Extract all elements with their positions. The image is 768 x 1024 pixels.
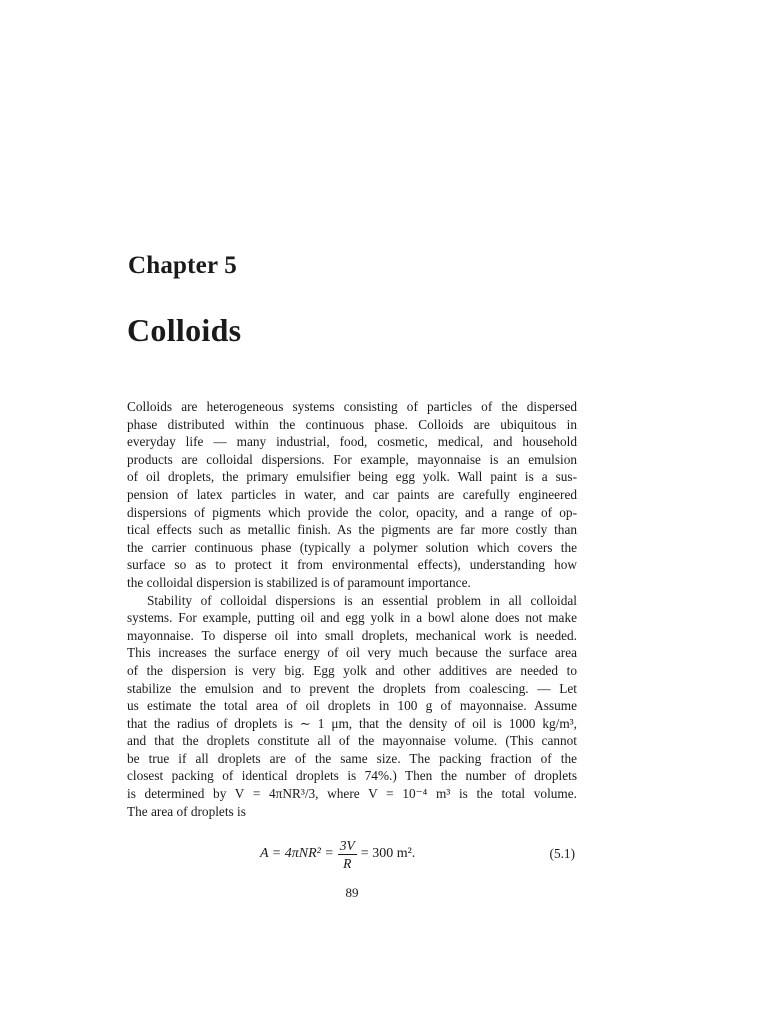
text-line: be true if all droplets are of the same size. The packing fraction of the <box>127 750 577 766</box>
text-line: and that the droplets constitute all of the mayonnaise volume. (This cannot <box>127 733 577 749</box>
equation <box>260 834 415 874</box>
text-line: Colloids are heterogeneous systems consisting of particles of the dispersed <box>127 399 577 414</box>
fraction-denominator: R <box>343 855 352 871</box>
text-line: tical effects such as metallic finish. As the pigments are far more costly than <box>127 522 577 538</box>
text-line: is determined by V = 4πNR³/3, where V = 10⁻⁴ m³ is the total volume. <box>127 786 577 802</box>
text-line: dispersions of pigments which provide the color, opacity, and a range of op- <box>127 504 577 520</box>
text-line: the colloidal dispersion is stabilized is of paramount importance. <box>127 574 471 590</box>
text-line: stabilize the emulsion and to prevent the droplets from coalescing. — Let <box>127 680 577 696</box>
body-text <box>127 398 577 820</box>
text-line: products are colloidal dispersions. For example, mayonnaise is an emulsion <box>127 451 577 467</box>
text-line: systems. For example, putting oil and egg yolk in a bowl alone does not make <box>127 610 577 626</box>
equation-number: (5.1) <box>549 846 575 861</box>
paragraph-2 <box>127 592 577 821</box>
text-line: closest packing of identical droplets is 74%.) Then the number of droplets <box>127 768 577 784</box>
text-line: Stability of colloidal dispersions is an essential problem in all colloidal <box>147 592 577 608</box>
text-line: The area of droplets is <box>127 803 246 819</box>
equation-lhs: A = 4πNR² = <box>260 846 334 861</box>
equation-block <box>127 834 577 874</box>
text-line: surface so as to protect it from environmental effects), understanding how <box>127 557 577 573</box>
text-line: pension of latex particles in water, and car paints are carefully engineered <box>127 486 577 502</box>
equation-rhs: = 300 m². <box>360 846 416 861</box>
text-line: of oil droplets, the primary emulsifier being egg yolk. Wall paint is a sus- <box>127 469 577 485</box>
text-line: the carrier continuous phase (typically a polymer solution which covers the <box>127 539 577 555</box>
text-line: that the radius of droplets is ∼ 1 μm, that the density of oil is 1000 kg/m³, <box>127 715 577 731</box>
page-number: 89 <box>345 885 359 900</box>
chapter-label: Chapter 5 <box>128 252 237 279</box>
text-line: mayonnaise. To disperse oil into small droplets, mechanical work is needed. <box>127 627 577 643</box>
text-line: phase distributed within the continuous phase. Colloids are ubiquitous in <box>127 416 577 432</box>
text-line: us estimate the total area of oil droplets in 100 g of mayonnaise. Assume <box>127 698 577 714</box>
equation-fraction <box>338 838 357 871</box>
chapter-title: Colloids <box>127 312 242 348</box>
text-line: This increases the surface energy of oil very much because the surface area <box>127 645 577 661</box>
paragraph-1 <box>127 398 577 592</box>
fraction-numerator: 3V <box>339 837 355 853</box>
text-line: everyday life — many industrial, food, cosmetic, medical, and household <box>127 434 577 450</box>
text-line: of the dispersion is very big. Egg yolk and other additives are needed to <box>127 662 577 678</box>
